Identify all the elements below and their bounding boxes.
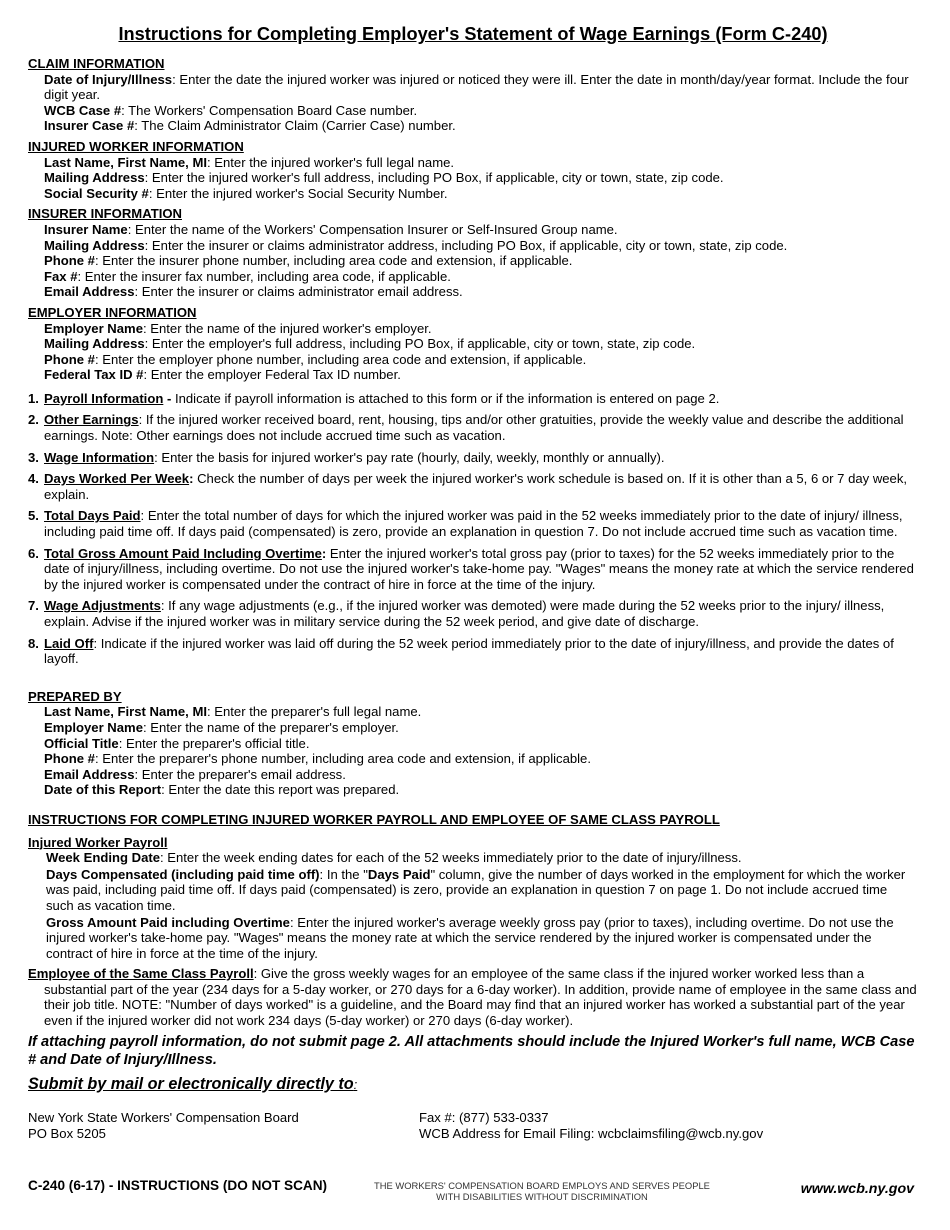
same-class-payroll-section: Employee of the Same Class Payroll: Give the gross weekly wages for an employee of the same class if the injured worker worked less than a substantial part of the year (234 days for a 5-day worker, or 270 days for a 6-day worker). In addition, provide name of employee in the same class and their job title. NOTE: "Number of days worked" is a guideline, and the Board may find that an injured worker has worked a substantial part of the year even if the injured worker did not work 234 days (5-day worker) or 270 days (6-day worker). xyxy=(28,966,917,1029)
field-description: Phone #: Enter the preparer's phone number, including area code and extension, if applicable. xyxy=(44,751,591,767)
instruction-item-4: 4. Days Worked Per Week: Check the number of days per week the injured worker's work schedule is based on. If it is other than a 5, 6 or 7 day week, explain. xyxy=(28,471,908,502)
po-box: PO Box 5205 xyxy=(28,1125,106,1141)
field-description: WCB Case #: The Workers' Compensation Board Case number. xyxy=(44,102,418,118)
section-heading: EMPLOYER INFORMATION xyxy=(28,304,197,320)
injured-worker-information-section xyxy=(28,139,918,201)
field-description: Phone #: Enter the insurer phone number, including area code and extension, if applicable. xyxy=(44,253,573,269)
field-description: Fax #: Enter the insurer fax number, including area code, if applicable. xyxy=(44,268,451,284)
field-description: Official Title: Enter the preparer's official title. xyxy=(44,735,310,751)
electronic-contact xyxy=(419,1110,763,1141)
instruction-item-7: 7. Wage Adjustments: If any wage adjustments (e.g., if the injured worker was demoted) were made during the 52 weeks prior to the injury/ illness, explain. Advise if the injured worker was in military service during the 52 week period, and give date of discharge. xyxy=(28,598,885,629)
field-description: Date of this Report: Enter the date this report was prepared. xyxy=(44,782,400,798)
instruction-item-3: 3. Wage Information: Enter the basis for injured worker's pay rate (hourly, daily, weekly, monthly or annually). xyxy=(28,449,665,465)
page-footer xyxy=(28,1176,918,1206)
page-title: Instructions for Completing Employer's Statement of Wage Earnings (Form C-240) xyxy=(118,24,828,44)
injured-worker-payroll-heading: Injured Worker Payroll xyxy=(28,834,168,850)
field-description: Insurer Name: Enter the name of the Workers' Compensation Insurer or Self-Insured Group name. xyxy=(44,221,618,237)
field-description: Insurer Case #: The Claim Administrator Claim (Carrier Case) number. xyxy=(44,118,456,134)
field-description: Date of Injury/Illness: Enter the date the injured worker was injured or noticed they were ill. Enter the date in month/day/year format. Include the four digit year. xyxy=(44,71,909,103)
form-identifier: C-240 (6-17) - INSTRUCTIONS (DO NOT SCAN) xyxy=(28,1178,328,1193)
prepared-by-section xyxy=(28,689,918,798)
instruction-item-8: 8. Laid Off: Indicate if the injured worker was laid off during the 52 week period immediately prior to the date of injury/illness, and provide the dates of layoff. xyxy=(28,635,894,667)
spacer xyxy=(28,673,918,689)
field-description: Email Address: Enter the preparer's email address. xyxy=(44,766,346,782)
instruction-item-5: 5. Total Days Paid: Enter the total number of days for which the injured worker was paid in the 52 weeks immediately prior to the date of injury/ illness, including paid time off. If days paid (compensated) is zero, provide an explanation in question 7. Do not include accrued time such as vacation time. xyxy=(28,508,903,540)
field-description: Last Name, First Name, MI: Enter the preparer's full legal name. xyxy=(44,704,422,720)
employer-information-section xyxy=(28,305,918,383)
insurer-information-section xyxy=(28,206,918,300)
eeo-line-2: WITH DISABILITIES WITHOUT DISCRIMINATION xyxy=(436,1191,648,1202)
section-heading: INJURED WORKER INFORMATION xyxy=(28,138,244,154)
field-description: Employer Name: Enter the name of the injured worker's employer. xyxy=(44,320,432,336)
instruction-item-6: 6. Total Gross Amount Paid Including Overtime: Enter the injured worker's total gross pay (prior to taxes) for the 52 weeks immediately prior to the date of injury/illness, including overtime. Do not use the injured worker's take-home pay. "Wages" means the money rate at which the service rendered by the injured worker is compensated under the contract of hire in force at the time of the injury. xyxy=(28,545,914,592)
attachment-note: If attaching payroll information, do not submit page 2. All attachments should include the Injured Worker's full name, WCB Case # and Date of Injury/Illness. xyxy=(28,1033,915,1068)
field-description: Mailing Address: Enter the employer's full address, including PO Box, if applicable, city or town, state, zip code. xyxy=(44,336,696,352)
field-description: Employer Name: Enter the name of the preparer's employer. xyxy=(44,719,399,735)
section-heading: INSURER INFORMATION xyxy=(28,206,182,222)
field-description: Mailing Address: Enter the injured worker's full address, including PO Box, if applicable, city or town, state, zip code. xyxy=(44,170,724,186)
eeo-statement xyxy=(362,1180,722,1202)
field-description: Federal Tax ID #: Enter the employer Federal Tax ID number. xyxy=(44,367,401,383)
fax-number: Fax #: (877) 533-0337 xyxy=(419,1110,549,1126)
claim-information-section xyxy=(28,56,918,134)
field-description: Days Compensated (including paid time off): In the "Days Paid" column, give the number of days worked in the employment for which the worker was paid, including paid time off. If days paid (compensated) is zero, provide an explanation in question 7 on page 1. Do not include accrued time such as vacation time. xyxy=(46,866,906,913)
field-description: Mailing Address: Enter the insurer or claims administrator address, including PO Box, if applicable, city or town, state, zip code. xyxy=(44,237,788,253)
field-description: Week Ending Date: Enter the week ending dates for each of the 52 weeks immediately prior to the date of injury/illness. xyxy=(46,850,742,866)
instruction-item-1: 1. Payroll Information - Indicate if payroll information is attached to this form or if the information is entered on page 2. xyxy=(28,390,720,406)
payroll-instructions-heading: INSTRUCTIONS FOR COMPLETING INJURED WORKER PAYROLL AND EMPLOYEE OF SAME CLASS PAYROLL xyxy=(28,811,720,827)
contact-block xyxy=(28,1110,918,1144)
board-name: New York State Workers' Compensation Board xyxy=(28,1110,299,1126)
injured-worker-payroll-section xyxy=(28,850,918,961)
section-heading: CLAIM INFORMATION xyxy=(28,56,165,71)
submit-heading: Submit by mail or electronically directly to: xyxy=(28,1074,358,1093)
field-description: Email Address: Enter the insurer or claims administrator email address. xyxy=(44,284,463,300)
instructions-page xyxy=(28,22,918,1144)
field-description: Last Name, First Name, MI: Enter the injured worker's full legal name. xyxy=(44,154,455,170)
field-description: Gross Amount Paid including Overtime: Enter the injured worker's average weekly gross pay (prior to taxes), including overtime. Do not use the injured worker's take-home pay. "Wages" means the money rate at which the service rendered by the injured worker is compensated under the contract of hire in force at the time of the injury. xyxy=(46,914,894,961)
section-heading: PREPARED BY xyxy=(28,688,122,704)
instruction-item-2: 2. Other Earnings: If the injured worker received board, rent, housing, tips and/or other gratuities, provide the weekly value and describe the additional earnings. Note: Other earnings does not include accrued time such as vacation. xyxy=(28,412,904,444)
eeo-line-1: THE WORKERS' COMPENSATION BOARD EMPLOYS AND SERVES PEOPLE xyxy=(374,1180,710,1191)
email-filing-address: WCB Address for Email Filing: wcbclaimsfiling@wcb.ny.gov xyxy=(419,1125,764,1141)
mailing-address xyxy=(28,1110,299,1141)
numbered-instructions xyxy=(28,391,918,667)
website-link[interactable]: www.wcb.ny.gov xyxy=(800,1181,914,1197)
field-description: Phone #: Enter the employer phone number, including area code and extension, if applicable. xyxy=(44,351,587,367)
field-description: Social Security #: Enter the injured worker's Social Security Number. xyxy=(44,185,448,201)
